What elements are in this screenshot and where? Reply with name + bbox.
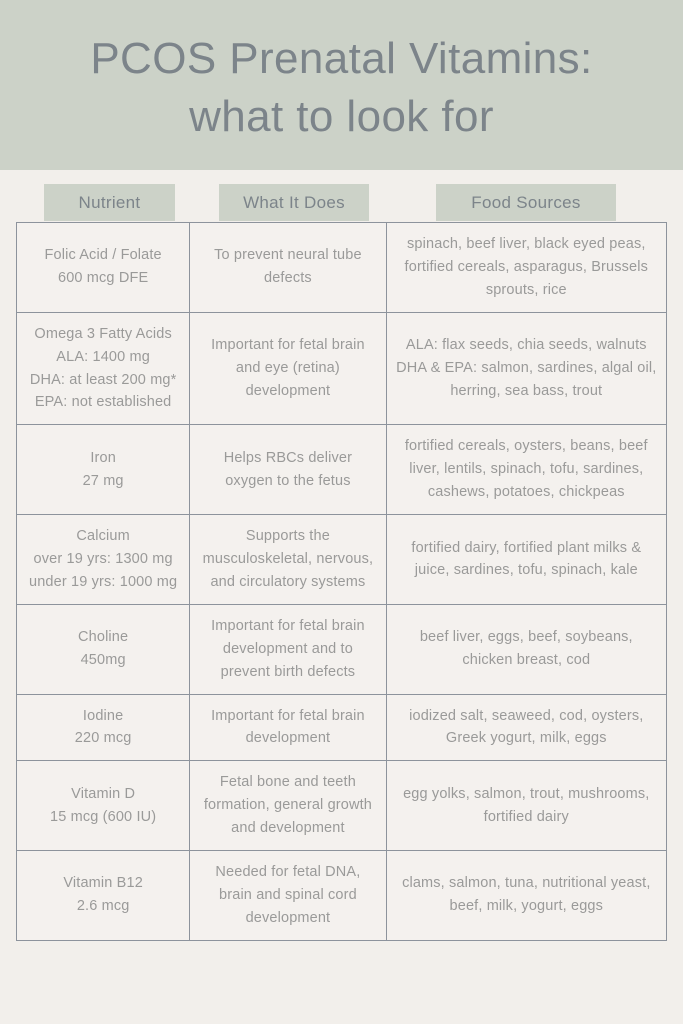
cell-text-line: 15 mcg (600 IU) (50, 808, 157, 825)
table-row (17, 223, 667, 313)
column-header-row (0, 170, 683, 222)
cell-text-line: Choline (78, 629, 129, 646)
cell-food-sources: beef liver, eggs, beef, soybeans, chicken breast, cod (386, 604, 666, 694)
page-title-line-1: PCOS Prenatal Vitamins: (90, 33, 593, 83)
cell-text-line: DHA & EPA: salmon, sardines, algal oil, herring, sea bass, trout (396, 360, 657, 399)
cell-text-line: Calcium (76, 528, 130, 545)
cell-nutrient (17, 223, 190, 313)
table-row (17, 312, 667, 425)
cell-text-line: 600 mcg DFE (57, 270, 149, 287)
cell-food-sources: fortified dairy, fortified plant milks & juice, sardines, tofu, spinach, kale (386, 515, 666, 605)
table-row (17, 761, 667, 851)
nutrient-table (16, 222, 667, 941)
nutrient-table-wrapper (0, 222, 683, 941)
cell-what-it-does: Important for fetal brain development and to prevent birth defects (190, 604, 386, 694)
cell-food-sources: egg yolks, salmon, trout, mushrooms, fortified dairy (386, 761, 666, 851)
cell-what-it-does: Needed for fetal DNA, brain and spinal cord development (190, 851, 386, 941)
cell-nutrient (17, 515, 190, 605)
cell-text-line: 27 mg (82, 472, 124, 489)
cell-what-it-does: Important for fetal brain and eye (retina) development (190, 312, 386, 425)
cell-nutrient (17, 851, 190, 941)
cell-nutrient (17, 761, 190, 851)
table-row (17, 515, 667, 605)
page-title-line-2: what to look for (189, 92, 494, 141)
cell-text-line: Vitamin D (71, 785, 136, 802)
cell-what-it-does: To prevent neural tube defects (190, 223, 386, 313)
cell-food-sources (386, 312, 666, 425)
column-header-nutrient: Nutrient (44, 184, 175, 221)
table-row (17, 851, 667, 941)
cell-food-sources: fortified cereals, oysters, beans, beef liver, lentils, spinach, tofu, sardines, cashews, potatoes, chickpeas (386, 425, 666, 515)
table-row (17, 604, 667, 694)
cell-what-it-does: Helps RBCs deliver oxygen to the fetus (190, 425, 386, 515)
cell-text-line: ALA: 1400 mg (56, 348, 150, 365)
cell-text-line: Vitamin B12 (63, 875, 143, 892)
cell-nutrient (17, 694, 190, 761)
cell-text-line: ALA: flax seeds, chia seeds, walnuts (405, 337, 647, 354)
cell-text-line: DHA: at least 200 mg* (29, 371, 177, 388)
cell-text-line: Iron (90, 449, 116, 466)
cell-text-line: EPA: not established (34, 394, 172, 411)
cell-text-line: 450mg (80, 652, 126, 669)
cell-nutrient (17, 604, 190, 694)
cell-text-line: Folic Acid / Folate (44, 247, 162, 264)
column-header-what-it-does: What It Does (219, 184, 369, 221)
cell-what-it-does: Important for fetal brain development (190, 694, 386, 761)
cell-what-it-does: Supports the musculoskeletal, nervous, and circulatory systems (190, 515, 386, 605)
column-header-food-sources: Food Sources (436, 184, 616, 221)
nutrient-table-body (17, 223, 667, 941)
cell-nutrient (17, 425, 190, 515)
table-row (17, 425, 667, 515)
cell-text-line: 2.6 mcg (76, 898, 130, 915)
cell-text-line: under 19 yrs: 1000 mg (29, 573, 178, 590)
cell-text-line: over 19 yrs: 1300 mg (33, 550, 173, 567)
hero-banner (0, 0, 683, 170)
cell-nutrient (17, 312, 190, 425)
cell-text-line: Iodine (82, 707, 124, 724)
cell-food-sources: clams, salmon, tuna, nutritional yeast, beef, milk, yogurt, eggs (386, 851, 666, 941)
cell-text-line: 220 mcg (74, 730, 132, 747)
cell-food-sources: iodized salt, seaweed, cod, oysters, Greek yogurt, milk, eggs (386, 694, 666, 761)
cell-food-sources: spinach, beef liver, black eyed peas, fortified cereals, asparagus, Brussels sprouts, rice (386, 223, 666, 313)
cell-what-it-does: Fetal bone and teeth formation, general growth and development (190, 761, 386, 851)
table-row (17, 694, 667, 761)
cell-text-line: Omega 3 Fatty Acids (34, 325, 172, 342)
